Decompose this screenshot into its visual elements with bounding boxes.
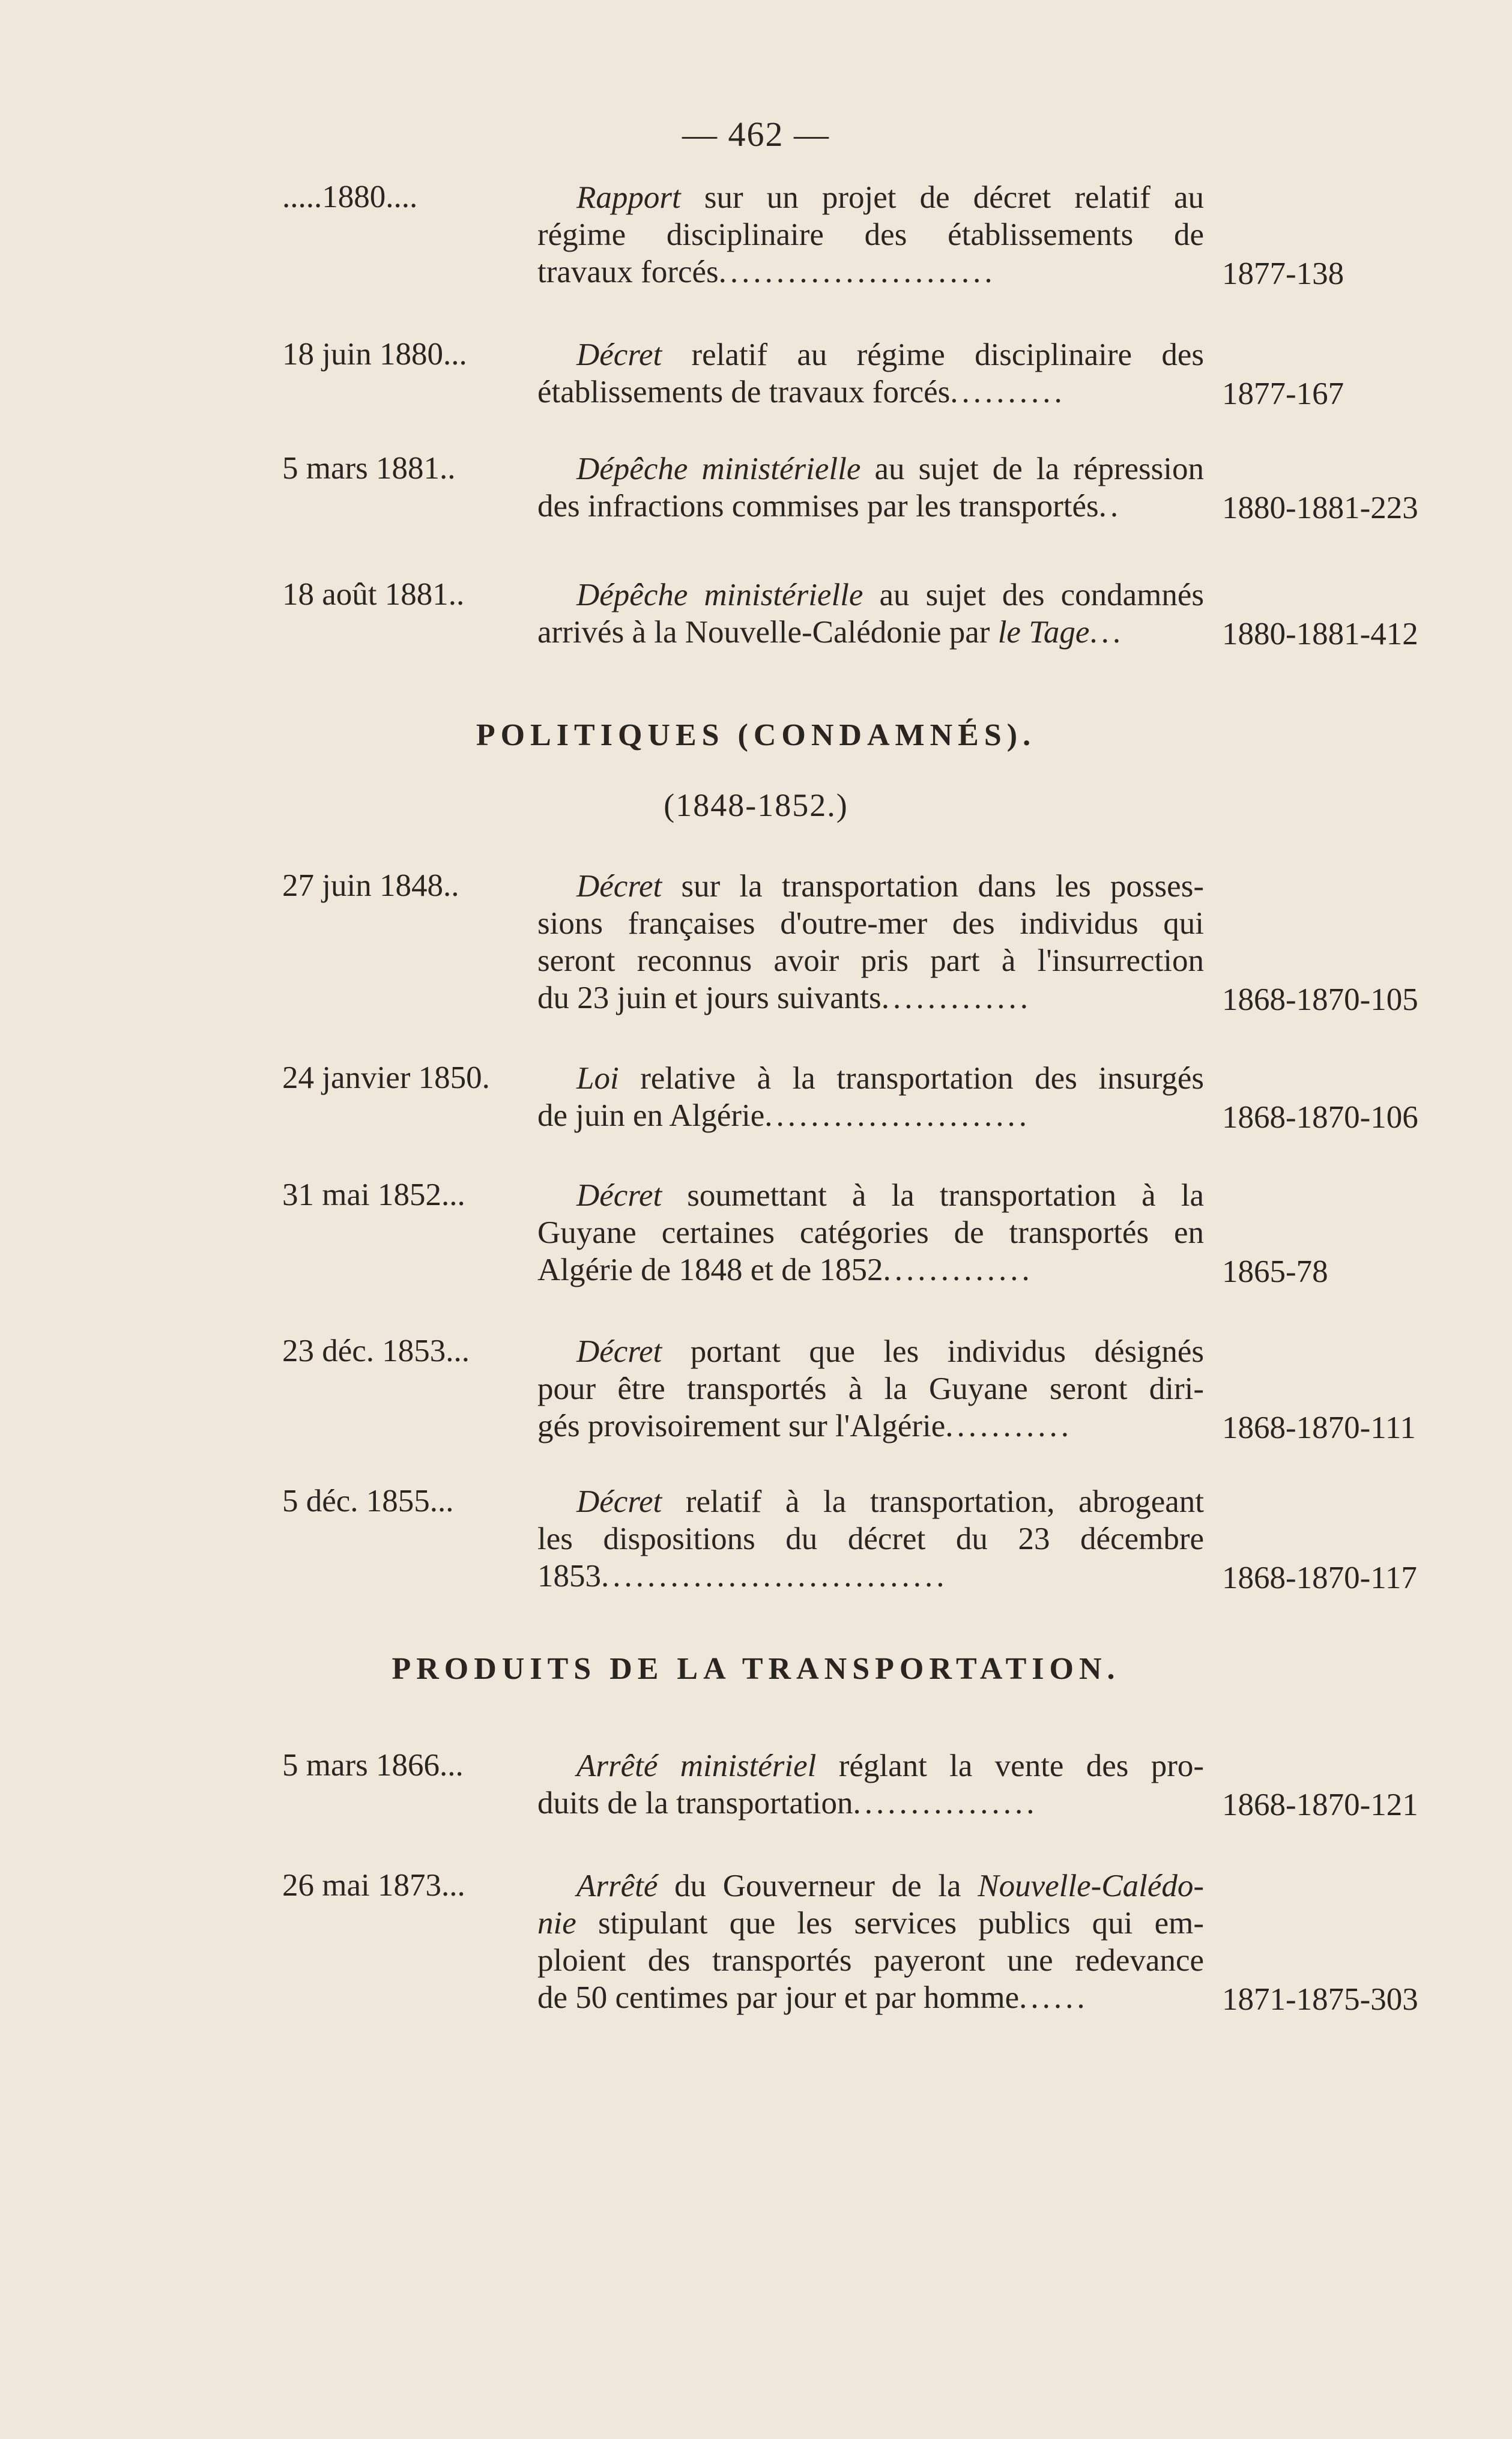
act-type: Dépêche ministérielle xyxy=(576,452,861,486)
entry-date: 26 mai 1873... xyxy=(282,1868,465,1903)
description-text: sur la transportation dans les posses- xyxy=(662,869,1204,904)
act-type: Décret xyxy=(576,337,662,372)
entry-date: 27 juin 1848.. xyxy=(282,868,459,903)
entry-date: 5 déc. 1855... xyxy=(282,1484,454,1519)
entry-description xyxy=(537,1483,1204,1595)
description-text: duits de la transportation xyxy=(537,1786,853,1821)
entry-description xyxy=(537,1060,1204,1134)
entry-date: 5 mars 1881.. xyxy=(282,451,456,486)
description-text: des infractions commises par les transportés xyxy=(537,489,1099,524)
description-text: ploient des transportés payeront une redevance xyxy=(537,1943,1204,1978)
description-text: pour être transportés à la Guyane seront diri- xyxy=(537,1371,1204,1406)
act-type: Décret xyxy=(576,1334,662,1369)
description-line xyxy=(537,614,1204,651)
entry-date: 18 août 1881.. xyxy=(282,577,465,612)
entry-description xyxy=(537,179,1204,291)
description-line xyxy=(537,905,1204,942)
description-text: régime disciplinaire des établissements de xyxy=(537,217,1204,252)
description-line xyxy=(537,1370,1204,1407)
dot-leader: ........... xyxy=(945,1409,1072,1443)
dot-leader: ....................... xyxy=(764,1098,1030,1133)
description-line xyxy=(537,1905,1204,1942)
description-text: au sujet des condamnés xyxy=(863,578,1204,612)
entry-reference: 1868-1870-106 xyxy=(1222,1100,1418,1135)
description-line xyxy=(537,253,1204,291)
description-text: stipulant que les services publics qui em- xyxy=(576,1906,1204,1941)
description-text: du Gouverneur de la xyxy=(658,1869,978,1903)
description-line xyxy=(537,1214,1204,1251)
entry-reference: 1871-1875-303 xyxy=(1222,1982,1418,2017)
dot-leader: ................ xyxy=(853,1786,1038,1821)
dot-leader: .. xyxy=(1098,489,1122,524)
entry-description xyxy=(537,336,1204,411)
description-text: les dispositions du décret du 23 décembre xyxy=(537,1522,1204,1556)
description-text: au sujet de la répression xyxy=(860,452,1204,486)
act-type: Arrêté ministériel xyxy=(576,1748,817,1783)
description-text: sions françaises d'outre-mer des individus qui xyxy=(537,906,1204,941)
description-line xyxy=(537,868,1204,905)
description-text: réglant la vente des pro- xyxy=(816,1748,1204,1783)
description-line xyxy=(537,1785,1204,1822)
description-text: relatif au régime disciplinaire des xyxy=(662,337,1204,372)
dot-leader: ... xyxy=(1089,615,1125,650)
description-line xyxy=(537,1942,1204,1979)
description-line xyxy=(537,179,1204,216)
dot-leader: .......... xyxy=(950,375,1066,410)
description-line xyxy=(537,1251,1204,1289)
description-line xyxy=(537,1979,1204,2016)
description-text: de 50 centimes par jour et par homme xyxy=(537,1980,1020,2015)
section-heading: PRODUITS DE LA TRANSPORTATION. xyxy=(392,1652,1120,1686)
entry-reference: 1868-1870-117 xyxy=(1222,1561,1417,1595)
entry-description xyxy=(537,450,1204,525)
description-line xyxy=(537,1333,1204,1370)
dot-leader: ...... xyxy=(1019,1980,1089,2015)
description-text: travaux forcés xyxy=(537,255,719,289)
entry-description xyxy=(537,1333,1204,1445)
description-text: relative à la transportation des insurgés xyxy=(618,1061,1204,1096)
entry-reference: 1880-1881-412 xyxy=(1222,617,1418,651)
act-type: Loi xyxy=(576,1061,619,1096)
entry-date: 23 déc. 1853... xyxy=(282,1334,470,1368)
description-line xyxy=(537,1097,1204,1134)
description-line xyxy=(537,488,1204,525)
description-line xyxy=(537,1060,1204,1097)
description-line xyxy=(537,1747,1204,1785)
description-text: portant que les individus désignés xyxy=(662,1334,1204,1369)
description-text: relatif à la transportation, abrogeant xyxy=(662,1484,1204,1519)
italic-text: Nouvelle-Calédo- xyxy=(978,1869,1204,1903)
entry-reference: 1877-167 xyxy=(1222,376,1344,411)
description-line xyxy=(537,1558,1204,1595)
description-line xyxy=(537,1483,1204,1520)
dot-leader: ............. xyxy=(883,1253,1033,1287)
act-type: Rapport xyxy=(576,180,681,215)
description-line xyxy=(537,1520,1204,1558)
page-number: — 462 — xyxy=(682,115,830,154)
description-text: arrivés à la Nouvelle-Calédonie par xyxy=(537,615,998,650)
description-text: sur un projet de décret relatif au xyxy=(680,180,1204,215)
entry-reference: 1865-78 xyxy=(1222,1254,1328,1289)
description-text: du 23 juin et jours suivants xyxy=(537,981,881,1015)
entry-reference: 1868-1870-105 xyxy=(1222,982,1418,1017)
entry-date: 5 mars 1866... xyxy=(282,1748,464,1783)
description-line xyxy=(537,336,1204,373)
entry-description xyxy=(537,868,1204,1017)
description-line xyxy=(537,576,1204,614)
dot-leader: ............. xyxy=(881,981,1032,1015)
description-text: 1853 xyxy=(537,1559,601,1594)
entry-reference: 1868-1870-111 xyxy=(1222,1410,1416,1445)
section-subheading: (1848-1852.) xyxy=(664,787,848,823)
description-line xyxy=(537,1867,1204,1905)
description-text: seront reconnus avoir pris part à l'insurrection xyxy=(537,943,1204,978)
entry-reference: 1880-1881-223 xyxy=(1222,491,1418,525)
description-line xyxy=(537,373,1204,411)
description-line xyxy=(537,1407,1204,1445)
entry-date: .....1880.... xyxy=(282,180,418,214)
act-type: Décret xyxy=(576,1484,662,1519)
section-heading: POLITIQUES (CONDAMNÉS). xyxy=(476,718,1036,752)
description-text: établissements de travaux forcés xyxy=(537,375,951,410)
description-line xyxy=(537,1177,1204,1214)
dot-leader: ........................ xyxy=(718,255,996,289)
act-type: Décret xyxy=(576,1178,662,1213)
description-text: Guyane certaines catégories de transportés en xyxy=(537,1215,1204,1250)
description-line xyxy=(537,450,1204,488)
entry-reference: 1868-1870-121 xyxy=(1222,1788,1418,1822)
act-type: Décret xyxy=(576,869,662,904)
description-text: soumettant à la transportation à la xyxy=(662,1178,1204,1213)
entry-date: 18 juin 1880... xyxy=(282,337,467,372)
entry-description xyxy=(537,576,1204,651)
italic-text: le Tage xyxy=(997,615,1090,650)
entry-description xyxy=(537,1747,1204,1822)
entry-description xyxy=(537,1177,1204,1289)
act-type: Arrêté xyxy=(576,1869,658,1903)
description-text: Algérie de 1848 et de 1852 xyxy=(537,1253,883,1287)
entry-description xyxy=(537,1867,1204,2016)
entry-date: 24 janvier 1850. xyxy=(282,1060,490,1095)
description-text: gés provisoirement sur l'Algérie xyxy=(537,1409,946,1443)
entry-date: 31 mai 1852... xyxy=(282,1177,465,1212)
description-line xyxy=(537,942,1204,979)
act-type: Dépêche ministérielle xyxy=(576,578,863,612)
description-text: de juin en Algérie xyxy=(537,1098,765,1133)
dot-leader: .............................. xyxy=(601,1559,948,1594)
entry-reference: 1877-138 xyxy=(1222,256,1344,291)
description-line xyxy=(537,979,1204,1017)
italic-text: nie xyxy=(537,1906,576,1941)
description-line xyxy=(537,216,1204,253)
